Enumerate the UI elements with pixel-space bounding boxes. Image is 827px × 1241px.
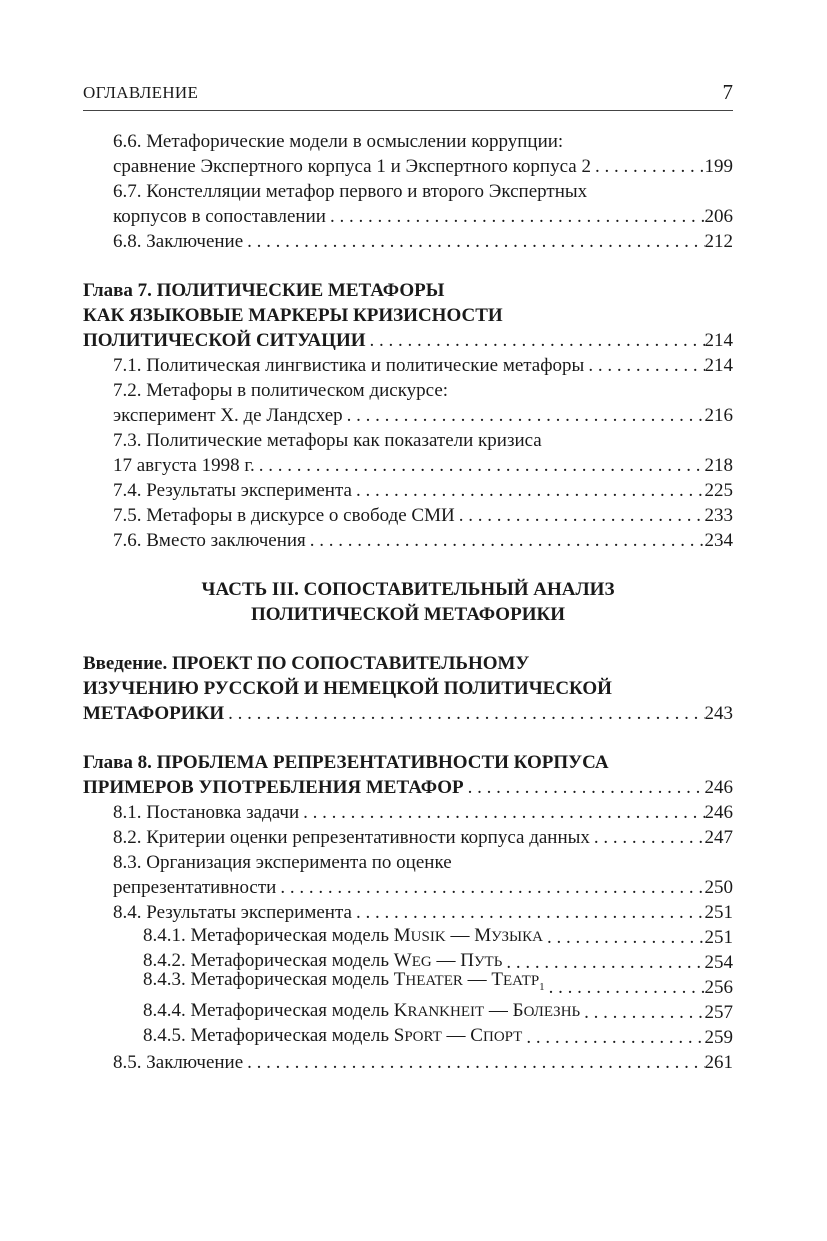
toc-entry-8-4-2[interactable]: 8.4.2. Метафорическая модель WEG — ПУТЬ . . . 254 bbox=[83, 950, 733, 975]
toc-page: 243 bbox=[704, 703, 733, 724]
leader-dots bbox=[547, 925, 705, 950]
leader-dots bbox=[303, 800, 704, 825]
toc-entry-7-2-line1[interactable]: 7.2. Метафоры в политическом дискурсе: bbox=[113, 380, 449, 401]
leader-dots bbox=[330, 204, 705, 229]
leader-dots bbox=[310, 528, 705, 553]
toc-chapter-8-line1[interactable]: Глава 8. ПРОБЛЕМА РЕПРЕЗЕНТАТИВНОСТИ КОРПУСА bbox=[83, 752, 609, 773]
toc-entry-8-3-line1[interactable]: 8.3. Организация эксперимента по оценке bbox=[113, 852, 452, 873]
toc-page: 233 bbox=[704, 505, 733, 526]
toc-page: 225 bbox=[704, 480, 733, 501]
leader-dots bbox=[549, 975, 705, 1000]
leader-dots bbox=[526, 1025, 704, 1050]
toc-chapter-7-line3[interactable]: ПОЛИТИЧЕСКОЙ СИТУАЦИИ . . . 214 bbox=[83, 328, 733, 353]
leader-dots bbox=[594, 825, 705, 850]
toc-intro-line1[interactable]: Введение. ПРОЕКТ ПО СОПОСТАВИТЕЛЬНОМУ bbox=[83, 653, 530, 674]
toc-page: 218 bbox=[704, 455, 733, 476]
toc-entry-7-5[interactable]: 7.5. Метафоры в дискурсе о свободе СМИ . . . 233 bbox=[83, 503, 733, 528]
toc-page: 257 bbox=[704, 1002, 733, 1023]
toc-entry-8-4-1[interactable]: 8.4.1. Метафорическая модель MUSIK — МУЗЫКА . . . 251 bbox=[83, 925, 733, 950]
toc-page: 199 bbox=[704, 156, 733, 177]
toc-intro-line3[interactable]: МЕТАФОРИКИ . . . 243 bbox=[83, 701, 733, 726]
toc-entry-6-7-line1[interactable]: 6.7. Констелляции метафор первого и второго Экспертных bbox=[113, 181, 588, 202]
toc-entry-8-4-5[interactable]: 8.4.5. Метафорическая модель SPORT — СПОРТ . . . 259 bbox=[83, 1025, 733, 1050]
toc-page: 234 bbox=[704, 530, 733, 551]
toc-part-3-line2: ПОЛИТИЧЕСКОЙ МЕТАФОРИКИ bbox=[250, 604, 566, 625]
leader-dots bbox=[356, 478, 705, 503]
leader-dots bbox=[259, 453, 705, 478]
leader-dots bbox=[247, 229, 704, 254]
leader-dots bbox=[280, 875, 704, 900]
toc-page: 259 bbox=[704, 1027, 733, 1048]
toc-page: 214 bbox=[704, 330, 733, 351]
leader-dots bbox=[459, 503, 705, 528]
toc-page: 246 bbox=[704, 802, 733, 823]
toc-entry-7-1[interactable]: 7.1. Политическая лингвистика и политические метафоры . . . 214 bbox=[83, 353, 733, 378]
toc-page: 256 bbox=[704, 977, 733, 998]
toc-chapter-7-line1[interactable]: Глава 7. ПОЛИТИЧЕСКИЕ МЕТАФОРЫ bbox=[83, 280, 445, 301]
table-of-contents bbox=[83, 129, 733, 1075]
leader-dots bbox=[247, 1050, 704, 1075]
toc-entry-6-6-line2[interactable]: сравнение Экспертного корпуса 1 и Экспертного корпуса 2 . . . 199 bbox=[83, 154, 733, 179]
toc-page: 246 bbox=[704, 777, 733, 798]
toc-page: 247 bbox=[704, 827, 733, 848]
toc-page: 216 bbox=[704, 405, 733, 426]
leader-dots bbox=[370, 328, 705, 353]
toc-entry-6-8[interactable]: 6.8. Заключение . . . 212 bbox=[83, 229, 733, 254]
toc-entry-6-7-line2[interactable]: корпусов в сопоставлении . . . 206 bbox=[83, 204, 733, 229]
toc-entry-7-3-line2[interactable]: 17 августа 1998 г. . . . 218 bbox=[83, 453, 733, 478]
leader-dots bbox=[356, 900, 705, 925]
toc-page: 250 bbox=[704, 877, 733, 898]
toc-entry-7-3-line1[interactable]: 7.3. Политические метафоры как показатели кризиса bbox=[113, 430, 542, 451]
toc-entry-8-4-3[interactable]: 8.4.3. Метафорическая модель THEATER — $ТЕАТР_1$ . . . 256 bbox=[83, 975, 733, 1000]
toc-page: 254 bbox=[704, 952, 733, 973]
toc-entry-8-4-4[interactable]: 8.4.4. Метафорическая модель KRANKHEIT — БОЛЕЗНЬ . . . 257 bbox=[83, 1000, 733, 1025]
toc-entry-8-3-line2[interactable]: репрезентативности . . . 250 bbox=[83, 875, 733, 900]
leader-dots bbox=[584, 1000, 704, 1025]
toc-page: 214 bbox=[704, 355, 733, 376]
leader-dots bbox=[468, 775, 705, 800]
toc-page: 212 bbox=[704, 231, 733, 252]
toc-page: 251 bbox=[704, 927, 733, 948]
toc-page: 251 bbox=[704, 902, 733, 923]
toc-chapter-7-line2[interactable]: КАК ЯЗЫКОВЫЕ МАРКЕРЫ КРИЗИСНОСТИ bbox=[83, 305, 503, 326]
toc-entry-8-5[interactable]: 8.5. Заключение . . . 261 bbox=[83, 1050, 733, 1075]
toc-intro-line2[interactable]: ИЗУЧЕНИЮ РУССКОЙ И НЕМЕЦКОЙ ПОЛИТИЧЕСКОЙ bbox=[83, 678, 612, 699]
toc-entry-6-6-line1[interactable]: 6.6. Метафорические модели в осмыслении коррупции: bbox=[113, 131, 564, 152]
toc-part-3-line1: ЧАСТЬ III. СОПОСТАВИТЕЛЬНЫЙ АНАЛИЗ bbox=[201, 579, 615, 600]
running-header bbox=[83, 80, 733, 111]
toc-entry-8-2[interactable]: 8.2. Критерии оценки репрезентативности корпуса данных . . . 247 bbox=[83, 825, 733, 850]
toc-entry-7-2-line2[interactable]: эксперимент Х. де Ландсхер . . . 216 bbox=[83, 403, 733, 428]
toc-entry-7-6[interactable]: 7.6. Вместо заключения . . . 234 bbox=[83, 528, 733, 553]
leader-dots bbox=[347, 403, 705, 428]
toc-entry-8-1[interactable]: 8.1. Постановка задачи . . . 246 bbox=[83, 800, 733, 825]
leader-dots bbox=[595, 154, 705, 179]
header-title: ОГЛАВЛЕНИЕ bbox=[83, 83, 199, 102]
leader-dots bbox=[588, 353, 704, 378]
toc-chapter-8-line2[interactable]: ПРИМЕРОВ УПОТРЕБЛЕНИЯ МЕТАФОР . . . 246 bbox=[83, 775, 733, 800]
leader-dots bbox=[228, 701, 704, 726]
page-number: 7 bbox=[722, 80, 733, 104]
toc-entry-8-4[interactable]: 8.4. Результаты эксперимента . . . 251 bbox=[83, 900, 733, 925]
toc-entry-7-4[interactable]: 7.4. Результаты эксперимента . . . 225 bbox=[83, 478, 733, 503]
toc-page: 261 bbox=[704, 1052, 733, 1073]
toc-page: 206 bbox=[704, 206, 733, 227]
